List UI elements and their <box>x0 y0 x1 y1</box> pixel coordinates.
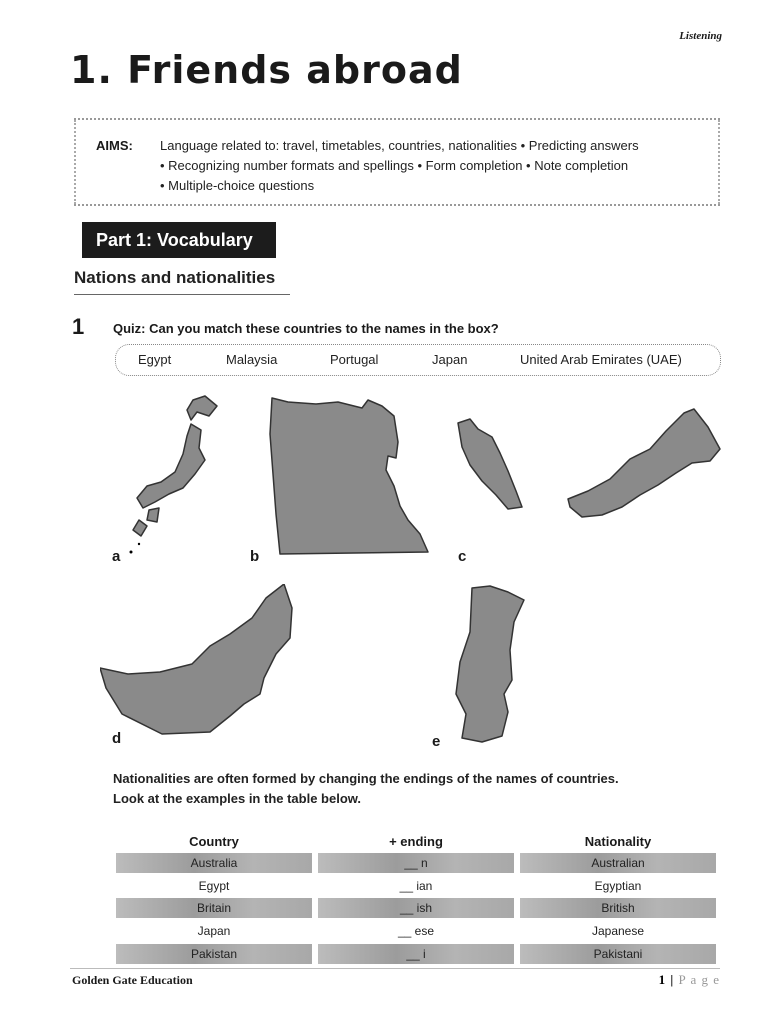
cell-nationality: Egyptian <box>594 879 642 893</box>
aims-label: AIMS: <box>96 138 133 153</box>
page-number: 1 <box>658 972 667 987</box>
cell-nationality: British <box>520 898 716 918</box>
aims-line: • Recognizing number formats and spellings • Form completion • Note completion <box>160 158 629 173</box>
country-option: Egypt <box>138 352 172 367</box>
question-number: 1 <box>72 314 85 339</box>
aims-line: • Multiple-choice questions <box>160 178 315 193</box>
section-divider <box>74 294 290 295</box>
map-label: c <box>458 548 467 565</box>
instruction-line: Nationalities are often formed by changing the endings of the names of countries. <box>113 771 619 786</box>
section-heading: Nations and nationalities <box>74 268 276 287</box>
peninsular-malaysia-map <box>452 415 532 515</box>
map-label: e <box>432 733 441 750</box>
publisher-name: Golden Gate Education <box>72 973 193 987</box>
footer-divider <box>70 968 720 969</box>
part-banner: Part 1: Vocabulary <box>82 222 276 258</box>
cell-ending: __ n <box>318 853 514 873</box>
table-header-nationality: Nationality <box>584 834 652 849</box>
aims-line: Language related to: travel, timetables, countries, nationalities • Predicting answers <box>160 138 639 153</box>
egypt-map <box>268 394 430 556</box>
cell-country: Egypt <box>198 879 230 893</box>
cell-nationality: Pakistani <box>520 944 716 964</box>
borneo-malaysia-map <box>560 405 724 523</box>
table-header-ending: + ending <box>389 834 443 849</box>
unit-title: 1. Friends abroad <box>70 48 463 92</box>
aims-box <box>74 118 720 206</box>
cell-country: Japan <box>197 924 231 938</box>
question-prompt: Quiz: Can you match these countries to the names in the box? <box>113 321 499 336</box>
cell-nationality: Australian <box>520 853 716 873</box>
map-label: b <box>250 548 260 565</box>
cell-ending: __ i <box>318 944 514 964</box>
country-option: United Arab Emirates (UAE) <box>520 352 682 367</box>
section-tag: Listening <box>679 30 722 42</box>
portugal-map <box>450 584 532 748</box>
instruction-line: Look at the examples in the table below. <box>113 791 362 806</box>
cell-ending: __ ese <box>397 924 435 938</box>
map-label: a <box>112 548 121 565</box>
cell-country: Pakistan <box>116 944 312 964</box>
cell-country: Australia <box>116 853 312 873</box>
page-indicator <box>659 972 720 988</box>
cell-ending: __ ian <box>399 879 433 893</box>
page-separator: | <box>670 972 675 987</box>
country-option: Portugal <box>330 352 379 367</box>
cell-ending: __ ish <box>318 898 514 918</box>
country-option: Malaysia <box>226 352 278 367</box>
country-option: Japan <box>432 352 468 367</box>
cell-country: Britain <box>116 898 312 918</box>
uae-map <box>100 584 296 736</box>
map-label: d <box>112 730 122 747</box>
table-header-country: Country <box>189 834 239 849</box>
japan-map <box>125 390 225 560</box>
cell-nationality: Japanese <box>591 924 645 938</box>
page-word: P a g e <box>678 972 720 987</box>
